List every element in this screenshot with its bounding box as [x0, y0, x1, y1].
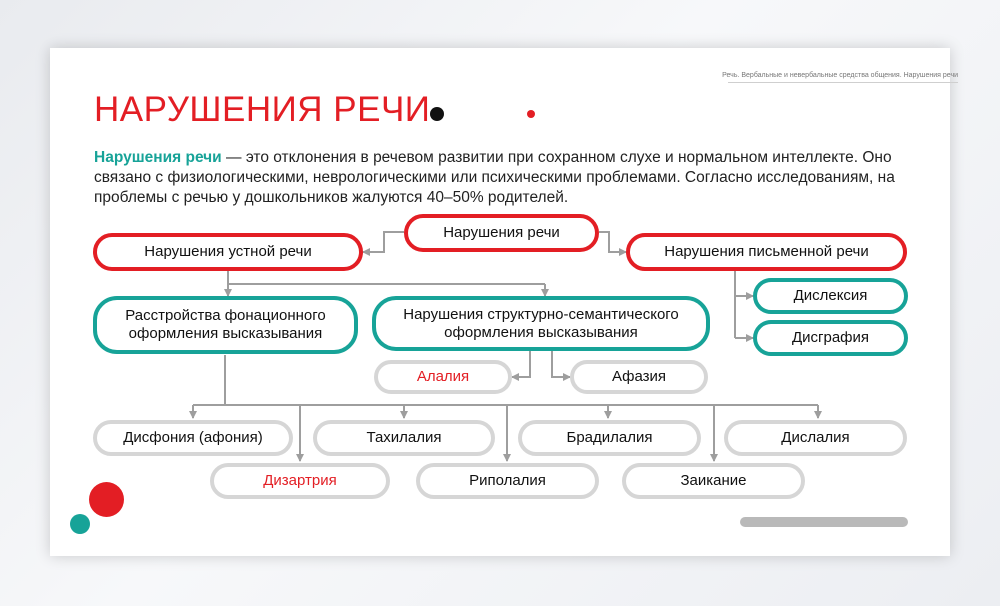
node-rhinolalia: Риполалия	[416, 463, 599, 499]
node-tachylalia: Тахилалия	[313, 420, 495, 456]
node-oral: Нарушения устной речи	[93, 233, 363, 271]
gray-bar-decoration	[740, 517, 908, 527]
connector-structural-to-alalia	[512, 350, 530, 377]
connector-root-to-oral	[363, 232, 404, 252]
connector-structural-to-aphasia	[552, 350, 570, 377]
node-stuttering: Заикание	[622, 463, 805, 499]
decorative-teal-dot	[70, 514, 90, 534]
node-dysphonia: Дисфония (афония)	[93, 420, 293, 456]
node-written: Нарушения письменной речи	[626, 233, 907, 271]
page-title: НАРУШЕНИЯ РЕЧИ	[94, 90, 431, 129]
decorative-red-dot-large	[89, 482, 124, 517]
node-phonation: Расстройства фонационного оформления высказывания	[93, 296, 358, 354]
intro-term: Нарушения речи	[94, 149, 222, 166]
node-dysarthria: Дизартрия	[210, 463, 390, 499]
node-root: Нарушения речи	[404, 214, 599, 252]
node-dyslalia: Дислалия	[724, 420, 907, 456]
connector-root-to-written	[599, 232, 626, 252]
node-bradylalia: Брадилалия	[518, 420, 701, 456]
node-alalia: Алалия	[374, 360, 512, 394]
node-dyslexia: Дислексия	[753, 278, 908, 314]
node-dysgraphia: Дисграфия	[753, 320, 908, 356]
node-aphasia: Афазия	[570, 360, 708, 394]
breadcrumb: Речь. Вербальные и невербальные средства общения. Нарушения речи	[722, 72, 958, 79]
node-structural: Нарушения структурно-семантического оформления высказывания	[372, 296, 710, 351]
intro-text: — это отклонения в речевом развитии при сохранном слухе и нормальном интеллекте. Оно связано с физиологическими, неврологическими или психическими проблемами. Согласно исследованиям, на проблемы с речью у дошкольников жалуются 40–50% родителей.	[94, 149, 895, 206]
